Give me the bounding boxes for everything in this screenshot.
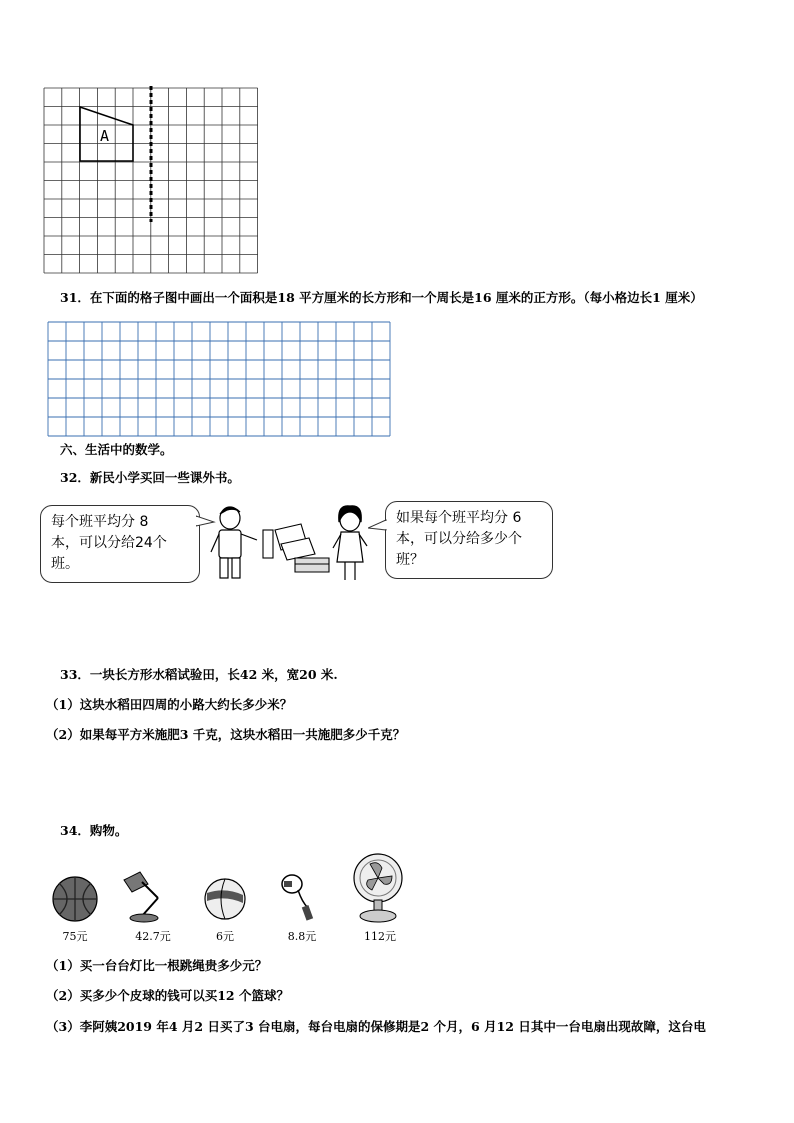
question-33-part-2: （2）如果每平方米施肥3 千克，这块水稻田一共施肥多少千克？ [46, 727, 406, 742]
question-31: 31．在下面的格子图中画出一个面积是18 平方厘米的长方形和一个周长是16 厘米的正方形。（每小格边长1 厘米） [60, 290, 703, 305]
books-stack [263, 524, 329, 572]
question-34-part-2: （2）买多少个皮球的钱可以买12 个篮球？ [46, 988, 289, 1003]
question-33-part-1: （1）这块水稻田四周的小路大约长多少米？ [46, 697, 293, 712]
girl-bubble-line-1: 如果每个班平均分 6 [396, 510, 522, 526]
section-6-title: 六、生活中的数学。 [60, 442, 173, 457]
girl-bubble-tail [368, 516, 388, 536]
electric-fan-price: 112元 [364, 930, 396, 943]
question-34-part-1: （1）买一台台灯比一根跳绳贵多少元？ [46, 958, 268, 973]
question-34: 34．购物。 [60, 823, 128, 838]
question-34-part-3: （3）李阿姨2019 年4 月2 日买了3 台电扇，每台电扇的保修期是2 个月，6 月12 日其中一台电扇出现故障，这台电 [46, 1019, 706, 1034]
ball-icon [203, 877, 247, 921]
question-33: 33．一块长方形水稻试验田，长42 米，宽20 米. [60, 667, 338, 682]
ball-price: 6元 [216, 930, 234, 943]
question-32: 32．新民小学买回一些课外书。 [60, 470, 240, 485]
boy-bubble-line-2: 本，可以分给24个 [51, 535, 167, 551]
jump-rope-price: 8.8元 [287, 930, 317, 943]
shape-a-label: A [100, 127, 110, 145]
boy-bubble-line-3: 班。 [51, 556, 79, 572]
desk-lamp-price: 42.7元 [135, 930, 171, 943]
girl-speech-bubble [385, 501, 553, 579]
boy-speech-bubble [40, 505, 200, 583]
electric-fan-icon [350, 852, 410, 926]
basketball-price: 75元 [62, 930, 88, 943]
children-with-books-illustration [205, 500, 380, 588]
symmetry-grid-figure [40, 84, 262, 280]
girl-figure [333, 506, 367, 580]
girl-bubble-line-2: 本，可以分给多少个 [396, 531, 522, 547]
girl-bubble-line-3: 班？ [396, 552, 424, 568]
jump-rope-icon [278, 872, 322, 924]
basketball-icon [51, 875, 99, 923]
drawing-grid-blue[interactable] [46, 320, 391, 440]
boy-figure [211, 507, 257, 578]
desk-lamp-icon [118, 868, 178, 924]
boy-bubble-line-1: 每个班平均分 8 [51, 514, 149, 530]
